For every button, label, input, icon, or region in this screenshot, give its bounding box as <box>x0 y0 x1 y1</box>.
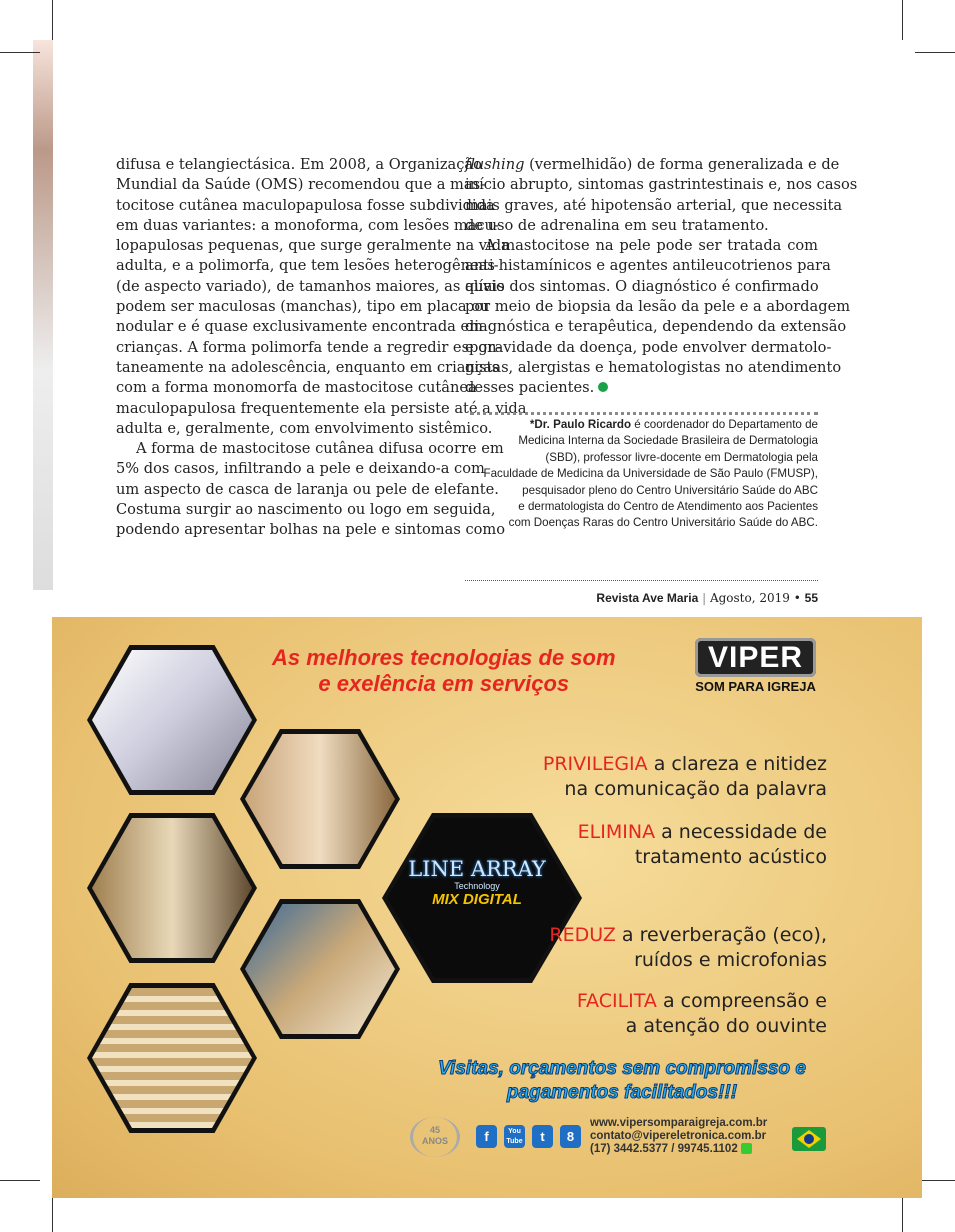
text-line: A mastocitose na pele pode ser tratada com <box>485 237 818 255</box>
text-line <box>465 155 840 175</box>
crop-mark <box>52 0 53 40</box>
speaker-photo <box>87 645 257 795</box>
text-line: por meio de biopsia da lesão da pele e a abordagem <box>465 298 851 316</box>
text: (vermelhidão) de forma generalizada e de <box>524 156 840 173</box>
text-line: crianças. A forma polimorfa tende a regredir espon- <box>116 338 502 356</box>
claim-text: a clareza e nitidez <box>647 753 827 775</box>
claim <box>543 752 827 802</box>
claim-text: a necessidade de <box>655 821 827 843</box>
text: desses pacientes. <box>465 379 595 397</box>
website[interactable]: www.vipersomparaigreja.com.br <box>590 1117 768 1129</box>
crop-mark <box>0 52 40 53</box>
bio-line: é coordenador do Departamento de <box>631 418 818 431</box>
technology-label: Technology <box>454 881 500 891</box>
text-line: podem ser maculosas (manchas), tipo em placa ou <box>116 298 490 316</box>
magazine-name: Revista Ave Maria <box>596 591 699 605</box>
claim <box>578 820 827 870</box>
youtube-icon[interactable]: You Tube <box>504 1125 525 1148</box>
ad-headline <box>272 645 616 697</box>
logo-tagline: SOM PARA IGREJA <box>695 679 816 694</box>
claim-text: a atenção do ouvinte <box>625 1015 827 1037</box>
author-name: *Dr. Paulo Ricardo <box>529 418 632 431</box>
text-line: maculopapulosa frequentemente ela persiste até a vida <box>116 399 527 417</box>
claim-keyword: FACILITA <box>576 990 657 1012</box>
separator: | <box>702 591 707 605</box>
twitter-icon[interactable]: t <box>532 1125 553 1148</box>
text-line: podendo apresentar bolhas na pele e sintomas como <box>116 521 506 539</box>
line-array-title: LINE ARRAY <box>408 857 546 881</box>
page-footer <box>596 591 818 605</box>
bio-line: com Doenças Raras do Centro Universitário Saúde do ABC. <box>508 516 818 530</box>
text-line: tocitose cutânea maculopapulosa fosse subdividida <box>116 196 495 214</box>
text-line: (de aspecto variado), de tamanhos maiores, as quais <box>116 277 505 295</box>
claim-text: a reverberação (eco), <box>615 924 827 946</box>
text-line: Mundial da Saúde (OMS) recomendou que a mas- <box>116 176 486 194</box>
bio-line: e dermatologista do Centro de Atendimento aos Pacientes <box>518 500 818 514</box>
crop-mark <box>0 1180 40 1181</box>
text-line: adulta e, geralmente, com envolvimento sistêmico. <box>116 419 493 437</box>
text-line <box>465 378 818 398</box>
end-mark-icon <box>598 382 608 392</box>
text-line: diagnóstica e terapêutica, dependendo da extensão <box>465 318 847 336</box>
issue-date: Agosto, 2019 <box>709 591 790 605</box>
text-line: 5% dos casos, infiltrando a pele e deixando-a com <box>116 460 485 478</box>
text-line: início abrupto, sintomas gastrintestinais e, nos casos <box>465 176 858 194</box>
facebook-icon[interactable]: f <box>476 1125 497 1148</box>
text-line: difusa e telangiectásica. Em 2008, a Organização <box>116 156 482 173</box>
bio-line: Faculdade de Medicina da Universidade de São Paulo (FMUSP), <box>483 467 818 481</box>
bio-line: pesquisador pleno do Centro Universitário Saúde do ABC <box>522 483 818 497</box>
text-line: gistas, alergistas e hematologistas no atendimento <box>465 358 842 376</box>
claim-text: na comunicação da palavra <box>564 778 827 800</box>
text-line: de uso de adrenalina em seu tratamento. <box>465 216 769 234</box>
visit-line: pagamentos facilitados!!! <box>506 1082 738 1103</box>
church-photo <box>240 729 400 869</box>
text-line: e gravidade da doença, pode envolver dermatolo- <box>465 338 832 356</box>
anniversary-label: ANOS <box>421 1136 448 1146</box>
crop-mark <box>915 52 955 53</box>
line-array-label <box>407 857 547 908</box>
whatsapp-icon <box>741 1143 752 1154</box>
claim <box>549 923 827 973</box>
viper-logo <box>695 641 816 694</box>
claim-text: tratamento acústico <box>634 846 827 868</box>
bio-line: Medicina Interna da Sociedade Brasileira de Dermatologia <box>518 434 818 448</box>
text-line: Costuma surgir ao nascimento ou logo em seguida, <box>116 501 496 519</box>
text-line: um aspecto de casca de laranja ou pele de elefante. <box>116 480 499 498</box>
contact-info <box>590 1117 767 1156</box>
claim-keyword: ELIMINA <box>577 821 656 843</box>
text-line: mais graves, até hipotensão arterial, que necessita <box>465 196 843 214</box>
crop-mark <box>902 0 903 40</box>
angel-painting-photo <box>240 899 400 1039</box>
text-line: anti-histamínicos e agentes antileucotrienos para <box>465 257 831 275</box>
footer-rule <box>465 580 818 581</box>
text-line: taneamente na adolescência, enquanto em crianças <box>116 358 500 376</box>
logo-wordmark: VIPER <box>695 638 816 677</box>
claim-text: a compreensão e <box>656 990 827 1012</box>
claim <box>577 989 827 1039</box>
headline-line: e exelência em serviços <box>318 671 570 696</box>
text-line: em duas variantes: a monoforma, com lesões macu- <box>116 216 499 234</box>
email[interactable]: contato@vipereletronica.com.br <box>590 1130 767 1142</box>
text-line: nodular e é quase exclusivamente encontrada em <box>116 318 483 336</box>
text-line: A forma de mastocitose cutânea difusa ocorre em <box>136 440 504 458</box>
anniversary-badge <box>410 1117 460 1157</box>
article-right-column <box>465 155 858 399</box>
page-number: 55 <box>804 591 818 605</box>
claim-text: ruídos e microfonias <box>634 949 827 971</box>
visit-line: Visitas, orçamentos sem compromisso e <box>438 1058 806 1079</box>
text-line: adulta, e a polimorfa, que tem lesões heterogêneas <box>116 257 495 275</box>
emphasis: flushing <box>465 156 525 173</box>
claim-keyword: PRIVILEGIA <box>542 753 648 775</box>
bio-line: (SBD), professor livre-docente em Dermatologia pela <box>545 450 818 464</box>
text-line: com a forma monomorfa de mastocitose cutânea <box>116 379 477 397</box>
phone: (17) 3442.5377 / 99745.1102 <box>590 1143 738 1155</box>
headline-line: As melhores tecnologias de som <box>272 645 616 670</box>
visit-banner <box>412 1057 832 1105</box>
bullet: • <box>793 591 801 605</box>
author-bio <box>470 412 818 532</box>
claim-keyword: REDUZ <box>549 924 616 946</box>
mix-digital-label: MIX DIGITAL <box>432 891 522 908</box>
anniversary-number: 45 <box>429 1125 440 1135</box>
crop-mark <box>52 1192 53 1232</box>
crop-mark <box>902 1192 903 1232</box>
viper-advertisement <box>52 617 922 1198</box>
text-line: alívio dos sintomas. O diagnóstico é confirmado <box>465 277 819 295</box>
wood-panel-photo <box>87 983 257 1133</box>
google-plus-icon[interactable]: 8 <box>560 1125 581 1148</box>
photo-edge <box>33 40 53 590</box>
text-line: lopapulosas pequenas, que surge geralmente na vida <box>116 237 510 255</box>
church-interior-photo <box>87 813 257 963</box>
brazil-flag-icon <box>792 1127 826 1151</box>
